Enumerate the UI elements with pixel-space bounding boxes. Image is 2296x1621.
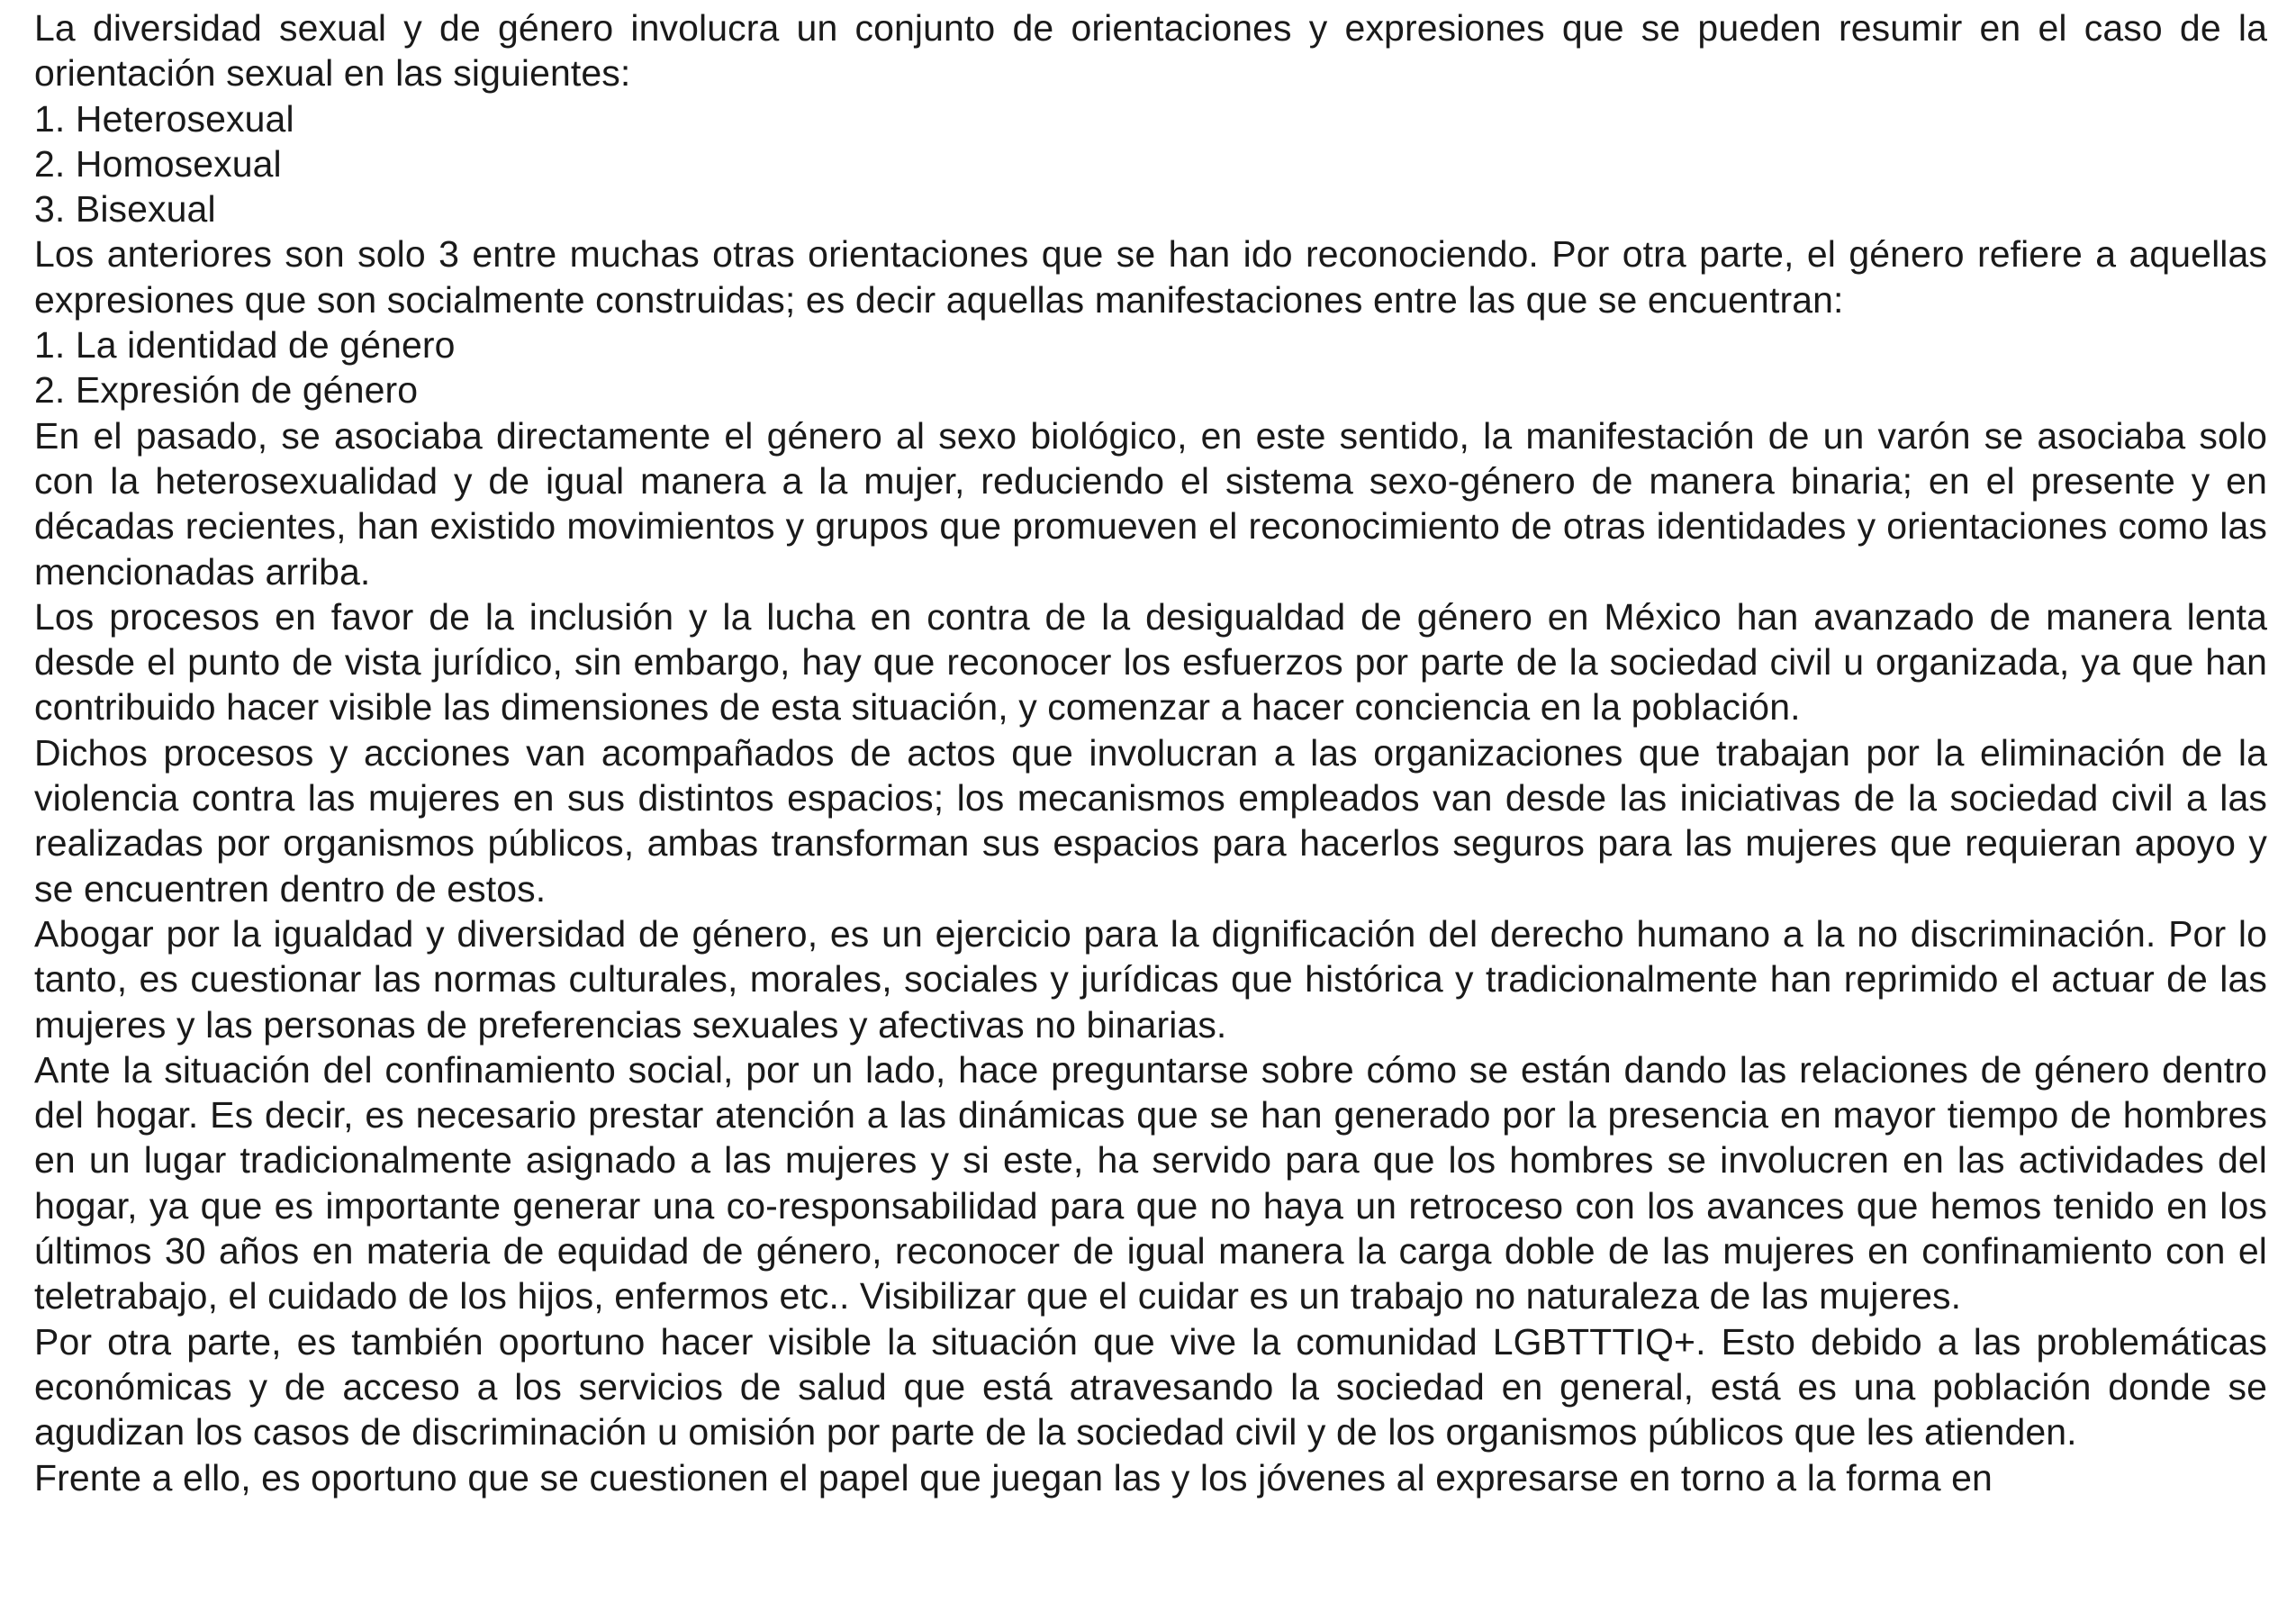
paragraph-past-gender: En el pasado, se asociaba directamente el género al sexo biológico, en este sentido, la manifestación de un varón se asociaba solo con la heterosexualidad y de igual manera a la mujer, reduciendo el sistema sexo-género de manera binaria; en el presente y en décadas recientes, han existido movimientos y grupos que promueven el reconocimiento de otras identidades y orientaciones como las mencionadas arriba. [34, 414, 2267, 593]
paragraph-inclusion-mexico: Los procesos en favor de la inclusión y la lucha en contra de la desigualdad de género en México han avanzado de manera lenta desde el punto de vista jurídico, sin embargo, hay que reconocer los esfuerzos por parte de la sociedad civil u organizada, ya que han contribuido hacer visible las dimensiones de esta situación, y comenzar a hacer conciencia en la población. [34, 595, 2267, 729]
paragraph-youth: Frente a ello, es oportuno que se cuestionen el papel que juegan las y los jóvenes al expresarse en torno a la forma en [34, 1456, 1993, 1499]
document-body [34, 5, 2267, 1500]
orientation-item: 1. Heterosexual [34, 97, 294, 140]
paragraph-lgbtttiq: Por otra parte, es también oportuno hacer visible la situación que vive la comunidad LGBTTTIQ+. Esto debido a las problemáticas económicas y de acceso a los servicios de salud que está atravesando la sociedad en general, está es una población donde se agudizan los casos de discriminación u omisión por parte de la sociedad civil y de los organismos públicos que les atienden. [34, 1320, 2267, 1453]
paragraph-confinement: Ante la situación del confinamiento social, por un lado, hace preguntarse sobre cómo se están dando las relaciones de género dentro del hogar. Es decir, es necesario prestar atención a las dinámicas que se han generado por la presencia en mayor tiempo de hombres en un lugar tradicionalmente asignado a las mujeres y si este, ha servido para que los hombres se involucren en las actividades del hogar, ya que es importante generar una co-responsabilidad para que no haya un retroceso con los avances que hemos tenido en los últimos 30 años en materia de equidad de género, reconocer de igual manera la carga doble de las mujeres en confinamiento con el teletrabajo, el cuidado de los hijos, enfermos etc.. Visibilizar que el cuidar es un trabajo no naturaleza de las mujeres. [34, 1048, 2267, 1318]
gender-intro-paragraph: Los anteriores son solo 3 entre muchas otras orientaciones que se han ido reconociendo. Por otra parte, el género refiere a aquellas expresiones que son socialmente construidas; es decir aquellas manifestaciones entre las que se encuentran: [34, 233, 2267, 321]
gender-item: 1. La identidad de género [34, 324, 456, 367]
paragraph-equality-diversity: Abogar por la igualdad y diversidad de género, es un ejercicio para la dignificación del derecho humano a la no discriminación. Por lo tanto, es cuestionar las normas culturales, morales, sociales y jurídicas que histórica y tradicionalmente han reprimido el actuar de las mujeres y las personas de preferencias sexuales y afectivas no binarias. [34, 912, 2267, 1046]
intro-paragraph: La diversidad sexual y de género involucra un conjunto de orientaciones y expresiones que se pueden resumir en el caso de la orientación sexual en las siguientes: [34, 7, 2267, 95]
gender-item: 2. Expresión de género [34, 369, 419, 412]
orientation-item: 3. Bisexual [34, 188, 216, 231]
paragraph-organizations: Dichos procesos y acciones van acompañados de actos que involucran a las organizaciones que trabajan por la eliminación de la violencia contra las mujeres en sus distintos espacios; los mecanismos empleados van desde las iniciativas de la sociedad civil a las realizadas por organismos públicos, ambas transforman sus espacios para hacerlos seguros para las mujeres que requieran apoyo y se encuentren dentro de estos. [34, 731, 2267, 910]
orientation-item: 2. Homosexual [34, 142, 282, 185]
